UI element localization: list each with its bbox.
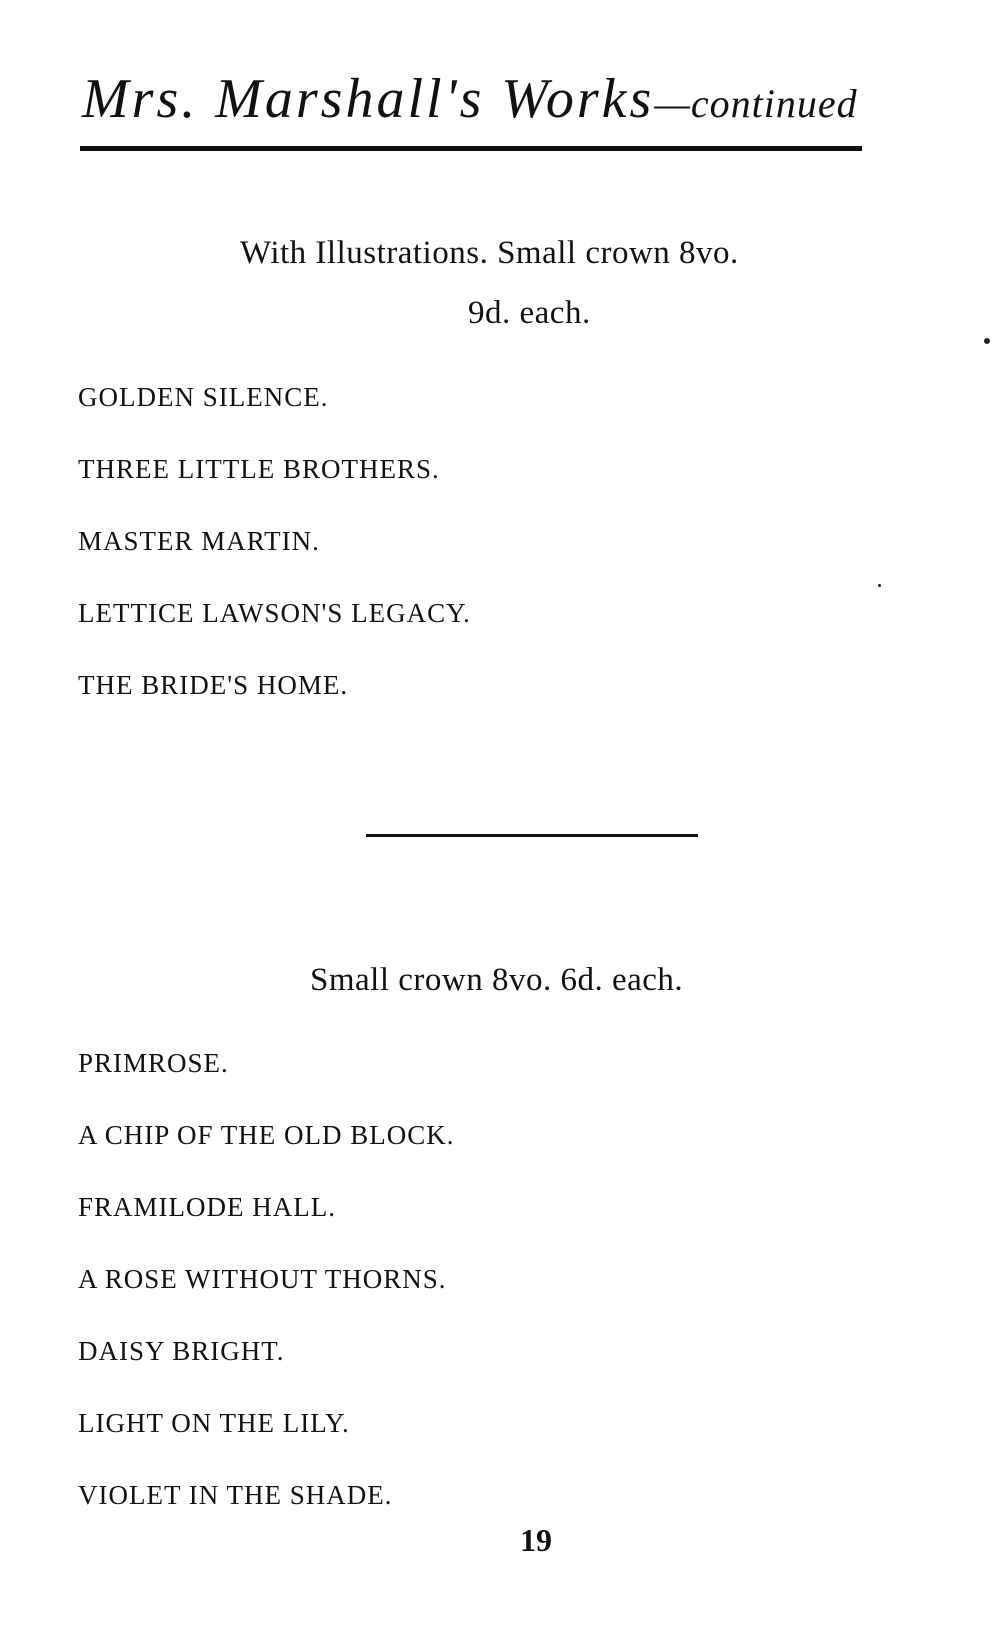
list-item: GOLDEN SILENCE. xyxy=(78,382,329,412)
section2-format-line: Small crown 8vo. 6d. each. xyxy=(310,962,684,998)
section1-format-line: With Illustrations. Small crown 8vo. xyxy=(240,235,739,271)
list-item: THE BRIDE'S HOME. xyxy=(78,670,349,700)
list-item: LIGHT ON THE LILY. xyxy=(78,1408,350,1438)
scan-speck xyxy=(984,338,990,344)
list-item: PRIMROSE. xyxy=(78,1048,229,1078)
list-item: DAISY BRIGHT. xyxy=(78,1336,285,1366)
list-item: VIOLET IN THE SHADE. xyxy=(78,1480,393,1510)
list-item: A ROSE WITHOUT THORNS. xyxy=(78,1264,447,1294)
section1-price-line: 9d. each. xyxy=(468,295,591,331)
header-title: Mrs. Marshall's Works xyxy=(82,68,655,130)
section-divider xyxy=(366,834,698,837)
header-continued: —continued xyxy=(654,81,858,126)
list-item: LETTICE LAWSON'S LEGACY. xyxy=(78,598,471,628)
list-item: A CHIP OF THE OLD BLOCK. xyxy=(78,1120,455,1150)
page-header xyxy=(82,66,862,132)
page-number: 19 xyxy=(520,1522,552,1558)
list-item: MASTER MARTIN. xyxy=(78,526,320,556)
list-item: FRAMILODE HALL. xyxy=(78,1192,336,1222)
header-rule xyxy=(80,146,862,151)
scan-speck xyxy=(878,584,881,587)
list-item: THREE LITTLE BROTHERS. xyxy=(78,454,440,484)
